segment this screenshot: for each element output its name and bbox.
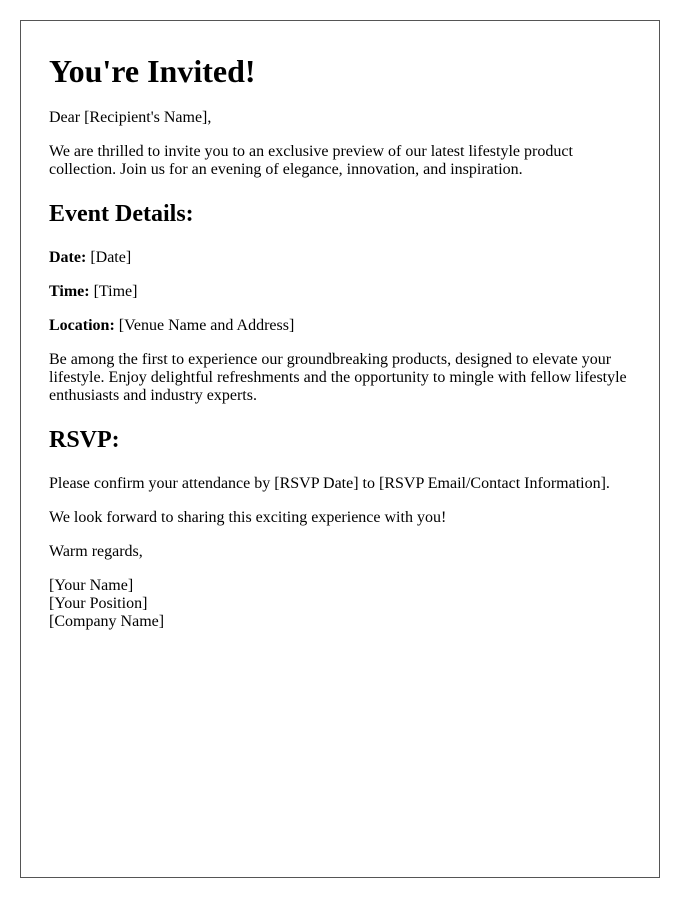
location-label: Location: (49, 317, 115, 334)
sign-off: Warm regards, (49, 543, 143, 560)
signature-company: [Company Name] (49, 613, 165, 630)
time-line (49, 283, 631, 301)
location-value: [Venue Name and Address] (118, 317, 295, 334)
rsvp-heading: RSVP: (49, 427, 120, 453)
intro-paragraph: We are thrilled to invite you to an exclusive preview of our latest lifestyle product collection. Join us for an evening of elegance, innovation, and inspiration. (49, 143, 573, 178)
invitation-letter (20, 20, 660, 878)
signature-block (49, 577, 631, 631)
date-label: Date: (49, 249, 87, 266)
location-line (49, 317, 631, 335)
time-value: [Time] (93, 283, 138, 300)
closing-line: We look forward to sharing this exciting experience with you! (49, 509, 447, 526)
date-line (49, 249, 631, 267)
letter-title: You're Invited! (49, 53, 256, 89)
description-paragraph: Be among the first to experience our groundbreaking products, designed to elevate your lifestyle. Enjoy delightful refreshments and the opportunity to mingle with fellow lifestyle enthusiasts and industry experts. (49, 351, 627, 404)
date-value: [Date] (90, 249, 132, 266)
signature-name: [Your Name] (49, 577, 134, 594)
signature-position: [Your Position] (49, 595, 148, 612)
greeting: Dear [Recipient's Name], (49, 109, 212, 126)
time-label: Time: (49, 283, 90, 300)
event-details-heading: Event Details: (49, 201, 194, 227)
rsvp-paragraph: Please confirm your attendance by [RSVP Date] to [RSVP Email/Contact Information]. (49, 475, 610, 492)
